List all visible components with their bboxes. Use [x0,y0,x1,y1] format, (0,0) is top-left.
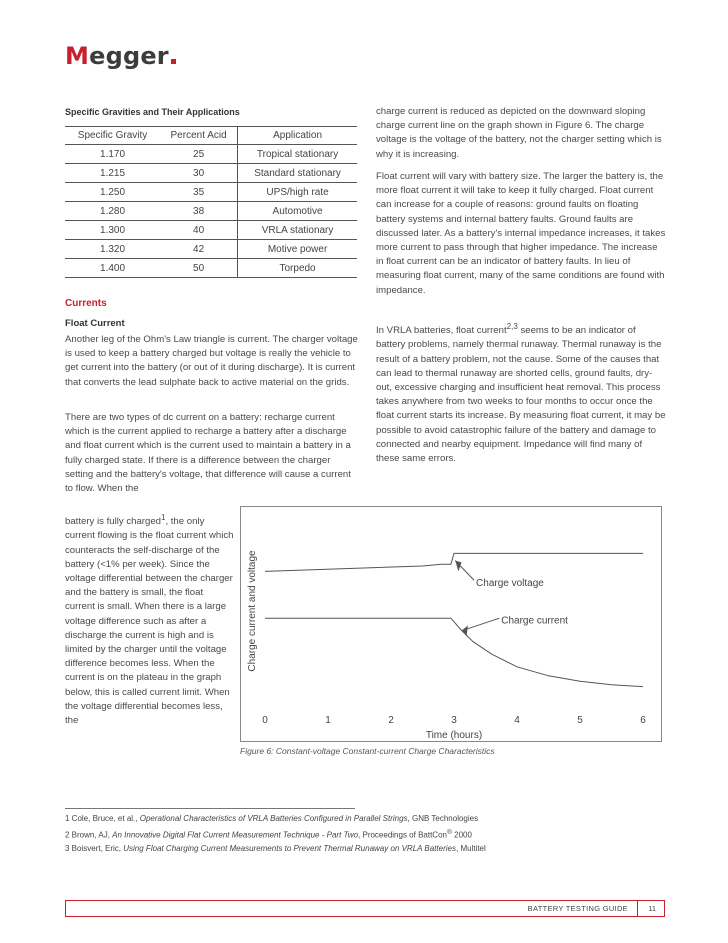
logo-dot [171,59,176,64]
x-axis-label: Time (hours) [425,730,483,741]
right-paragraph-1: charge current is reduced as depicted on the downward sloping charge current line on the graph shown in Figure 6. The charge voltage is the voltage of the battery, not the charger setting which is why it is increasing. [376,106,662,160]
table-cell: 1.280 [65,202,160,221]
footer-guide-title: BATTERY TESTING GUIDE [527,904,628,913]
table-cell: 38 [160,202,238,221]
x-tick-label: 4 [514,715,520,726]
series-line-charge-current [265,615,643,686]
table-cell: 1.320 [65,240,160,259]
left-p3-text-a: battery is fully charged [65,516,161,528]
footnote-text: Brown, AJ, [69,830,113,840]
table-cell: 35 [160,183,238,202]
footnote-title: Operational Characteristics of VRLA Batteries Configured in Parallel Strings [139,814,408,823]
footnote-1 [65,814,478,823]
table-row [65,164,357,183]
footnote-rule [65,808,355,809]
series-line-charge-voltage [265,553,643,571]
figure-caption: Figure 6: Constant-voltage Constant-current Charge Characteristics [240,746,495,756]
logo-initial: M [65,42,90,70]
annotation-charge-current: Charge current [501,615,568,627]
table-cell: 50 [160,259,238,278]
footnote-title: An Innovative Digital Flat Current Measurement Technique - Part Two [112,830,359,840]
registered-mark: ® [446,829,452,836]
right-p3-text-a: In VRLA batteries, float current [376,325,507,337]
left-paragraph-3 [65,511,235,728]
table-title: Specific Gravities and Their Applications [65,107,240,117]
right-paragraph-2: Float current will vary with battery size. The larger the battery is, the more float current it will take to keep it fully charged. Float current can increase for a couple of reasons: ground faults on floating battery systems and internal battery faults. Ground faults are discussed later. As a battery's internal impedance increases, it takes more current to pass through that higher impedance. The increase in float current can be an indicator of battery faults. In lieu of measuring float current, many of the same conditions are found with impedance. [376,171,666,296]
footnote-number: 2 [65,830,70,840]
table-row [65,145,357,164]
megger-logo [65,42,176,70]
table-cell: Automotive [238,202,357,221]
table-cell: Standard stationary [238,164,357,183]
left-paragraph-1: Another leg of the Ohm's Law triangle is current. The charger voltage is used to keep a battery charged but voltage is really the vehicle to get current into the battery (or out of it during discharge). It is current that converts the lead sulphate back to active material on the grids. [65,334,358,388]
arrowhead-charge-current [462,625,468,636]
x-tick-label: 0 [262,715,268,726]
table-cell: 1.250 [65,183,160,202]
table-cell: Torpedo [238,259,357,278]
table-cell: 1.300 [65,221,160,240]
table-header-row [65,127,357,145]
footnote-text: , Multitel [456,844,486,853]
y-axis-label: Charge current and voltage [247,550,258,672]
footnote-text: , Proceedings of BattCon [358,830,447,840]
table-cell: 1.400 [65,259,160,278]
table-cell: Tropical stationary [238,145,357,164]
footnote-number: 1 [65,814,70,823]
table-row [65,183,357,202]
footnote-ref-2-3: 2,3 [506,322,518,331]
footnote-3 [65,844,486,853]
table-cell: VRLA stationary [238,221,357,240]
subheading-float-current: Float Current [65,318,125,329]
table-row [65,259,357,278]
table-cell: 42 [160,240,238,259]
table-cell: 1.215 [65,164,160,183]
table-cell: 1.170 [65,145,160,164]
table-header: Application [238,127,357,145]
footnote-title: Using Float Charging Current Measurements to Prevent Thermal Runaway on VRLA Batteries [123,844,456,853]
table-cell: 30 [160,164,238,183]
x-tick-label: 5 [577,715,583,726]
footnote-text: Cole, Bruce, et al., [69,814,140,823]
footnote-ref-1: 1 [160,513,166,522]
left-paragraph-2: There are two types of dc current on a battery: recharge current which is the current applied to recharge a battery after a discharge and float current which is the current used to maintain a battery in a fully charged state. If there is a difference between the charger setting and the battery's voltage, that difference will cause a current to flow. When the [65,412,351,495]
table-cell: 25 [160,145,238,164]
figure-6-chart [240,506,662,742]
right-p3-text-b: seems to be an indicator of battery problems, namely thermal runaway. Thermal runaway is the result of a battery problem, not the cause. Some of the causes that can lead to thermal runaway are shorted cells, ground faults, dry-out, excessive charging and insufficient heat removal. This process takes anywhere from two weeks to four months to occur once the float current starts its increase. By measuring float current, it may be possible to avoid catastrophic failure of the battery and damage to connected and nearby equipment. Impedance will find many of these same errors. [376,325,666,465]
x-tick-label: 6 [640,715,646,726]
footnote-text: Boisvert, Eric, [69,844,124,853]
specific-gravity-table [65,126,357,278]
table-cell: 40 [160,221,238,240]
x-tick-label: 3 [451,715,457,726]
footnote-text: 2000 [451,830,472,840]
page-number: 11 [648,904,656,913]
annotation-charge-voltage: Charge voltage [476,577,544,589]
table-row [65,240,357,259]
table-row [65,202,357,221]
table-row [65,221,357,240]
table-header: Specific Gravity [65,127,160,145]
footnote-number: 3 [65,844,70,853]
page-footer [65,900,665,917]
logo-rest: egger [89,42,169,70]
table-cell: UPS/high rate [238,183,357,202]
table-header: Percent Acid [160,127,238,145]
section-heading-currents: Currents [65,298,107,309]
left-p3-text-b: , the only current flowing is the float current which counteracts the self-discharge of the battery (<1% per week). Since the voltage differential between the charger and the battery is small, the float current is small. When there is a large voltage difference such as after a discharge the current is high and is limited by the charger until the voltage difference becomes less. When the current is on the plateau in the graph below, this is called current limit. When the voltage differential becomes less, the [65,516,234,727]
right-paragraph-3 [376,320,666,466]
table-cell: Motive power [238,240,357,259]
footnote-2 [65,829,472,840]
footnote-text: , GNB Technologies [407,814,479,823]
x-tick-label: 2 [388,715,394,726]
chart-svg [241,507,661,741]
x-tick-label: 1 [325,715,331,726]
footer-separator [637,901,638,916]
